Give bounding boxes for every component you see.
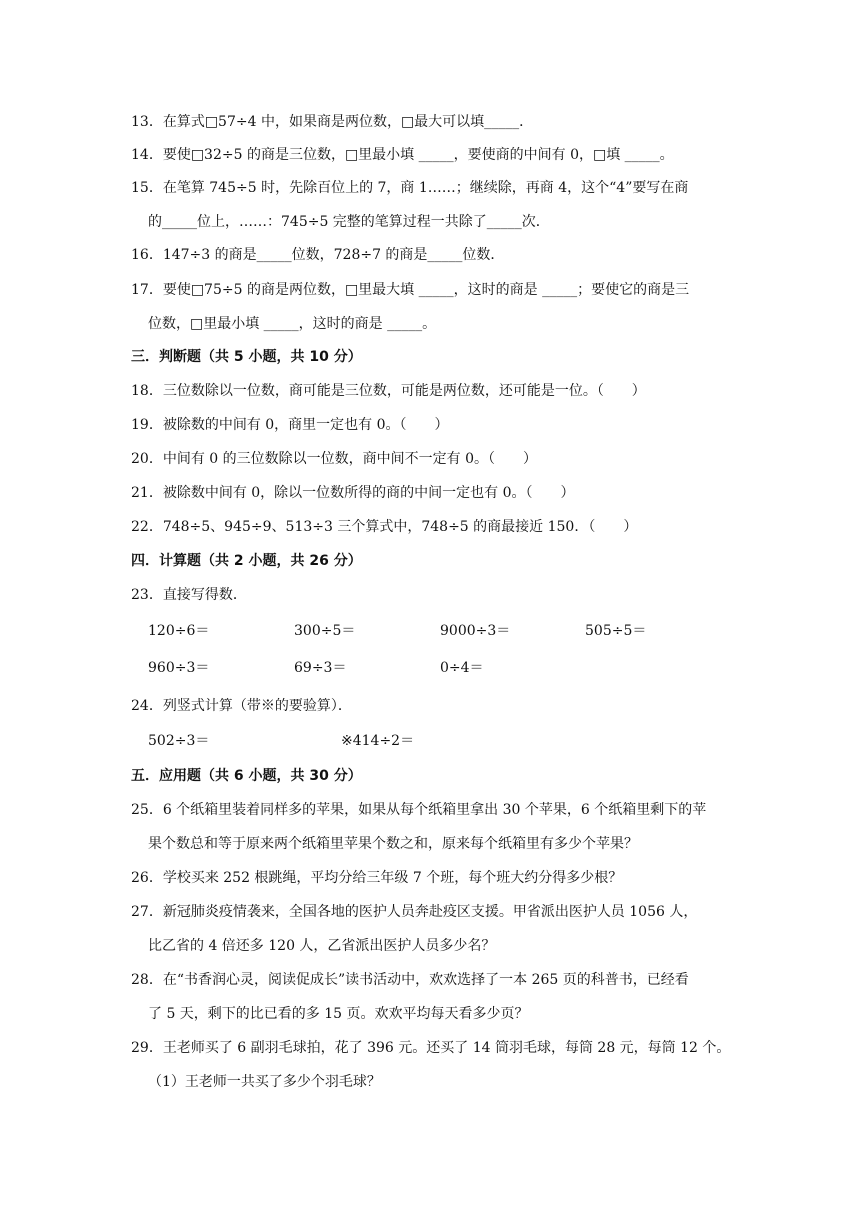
calc-item: ※414÷2＝	[341, 733, 415, 749]
section-heading-judgment: 三．判断题（共 5 小题，共 10 分）	[131, 349, 362, 365]
question-20: 20．中间有 0 的三位数除以一位数，商中间不一定有 0。（ ）	[131, 451, 537, 467]
question-18: 18．三位数除以一位数，商可能是三位数，可能是两位数，还可能是一位。（ ）	[131, 383, 646, 399]
question-23: 23．直接写得数．	[131, 587, 247, 603]
question-17-cont: 位数，□里最小填 _____，这时的商是 _____。	[148, 316, 437, 332]
question-15-cont: 的_____位上，……：745÷5 完整的笔算过程一共除了_____次．	[148, 214, 550, 230]
question-29: 29．王老师买了 6 副羽毛球拍，花了 396 元。还买了 14 筒羽毛球，每筒 28 元，每筒 12 个。	[131, 1040, 731, 1056]
question-22: 22．748÷5、945÷9、513÷3 三个算式中，748÷5 的商最接近 150．（ ）	[131, 519, 638, 535]
question-27: 27．新冠肺炎疫情袭来，全国各地的医护人员奔赴疫区支援。甲省派出医护人员 1056 人，	[131, 904, 698, 920]
question-24: 24．列竖式计算（带※的要验算）．	[131, 698, 352, 714]
calc-item: 502÷3＝	[148, 733, 210, 749]
question-19: 19．被除数的中间有 0，商里一定也有 0。（ ）	[131, 417, 449, 433]
question-21: 21．被除数中间有 0，除以一位数所得的商的中间一定也有 0。（ ）	[131, 485, 575, 501]
question-14: 14．要使□32÷5 的商是三位数，□里最小填 _____，要使商的中间有 0，□填 _____。	[131, 147, 674, 163]
question-16: 16．147÷3 的商是_____位数，728÷7 的商是_____位数．	[131, 247, 505, 263]
question-26: 26．学校买来 252 根跳绳，平均分给三年级 7 个班，每个班大约分得多少根？	[131, 870, 623, 886]
section-heading-application: 五．应用题（共 6 小题，共 30 分）	[131, 768, 362, 784]
question-28: 28．在“书香润心灵，阅读促成长”读书活动中，欢欢选择了一本 265 页的科普书，已经看	[131, 972, 689, 988]
calc-item: 69÷3＝	[294, 660, 347, 676]
calc-item: 505÷5＝	[585, 623, 647, 639]
question-28-cont: 了 5 天，剩下的比已看的多 15 页。欢欢平均每天看多少页？	[148, 1006, 529, 1022]
section-heading-calculation: 四．计算题（共 2 小题，共 26 分）	[131, 553, 362, 569]
question-25-cont: 果个数总和等于原来两个纸箱里苹果个数之和，原来每个纸箱里有多少个苹果？	[148, 836, 638, 852]
question-25: 25．6 个纸箱里装着同样多的苹果，如果从每个纸箱里拿出 30 个苹果，6 个纸箱里剩下的苹	[131, 802, 707, 818]
question-13: 13．在算式□57÷4 中，如果商是两位数，□最大可以填_____．	[131, 114, 534, 130]
calc-item: 960÷3＝	[148, 660, 210, 676]
calc-item: 300÷5＝	[294, 623, 356, 639]
question-27-cont: 比乙省的 4 倍还多 120 人，乙省派出医护人员多少名？	[148, 938, 496, 954]
calc-item: 120÷6＝	[148, 623, 210, 639]
question-29-part-1: （1）王老师一共买了多少个羽毛球？	[148, 1074, 381, 1090]
calc-item: 9000÷3＝	[440, 623, 511, 639]
question-15: 15．在笔算 745÷5 时，先除百位上的 7，商 1……；继续除，再商 4，这个“4”要写在商	[131, 180, 689, 196]
question-17: 17．要使□75÷5 的商是两位数，□里最大填 _____，这时的商是 _____；要使它的商是三	[131, 282, 690, 298]
calc-item: 0÷4＝	[440, 660, 484, 676]
